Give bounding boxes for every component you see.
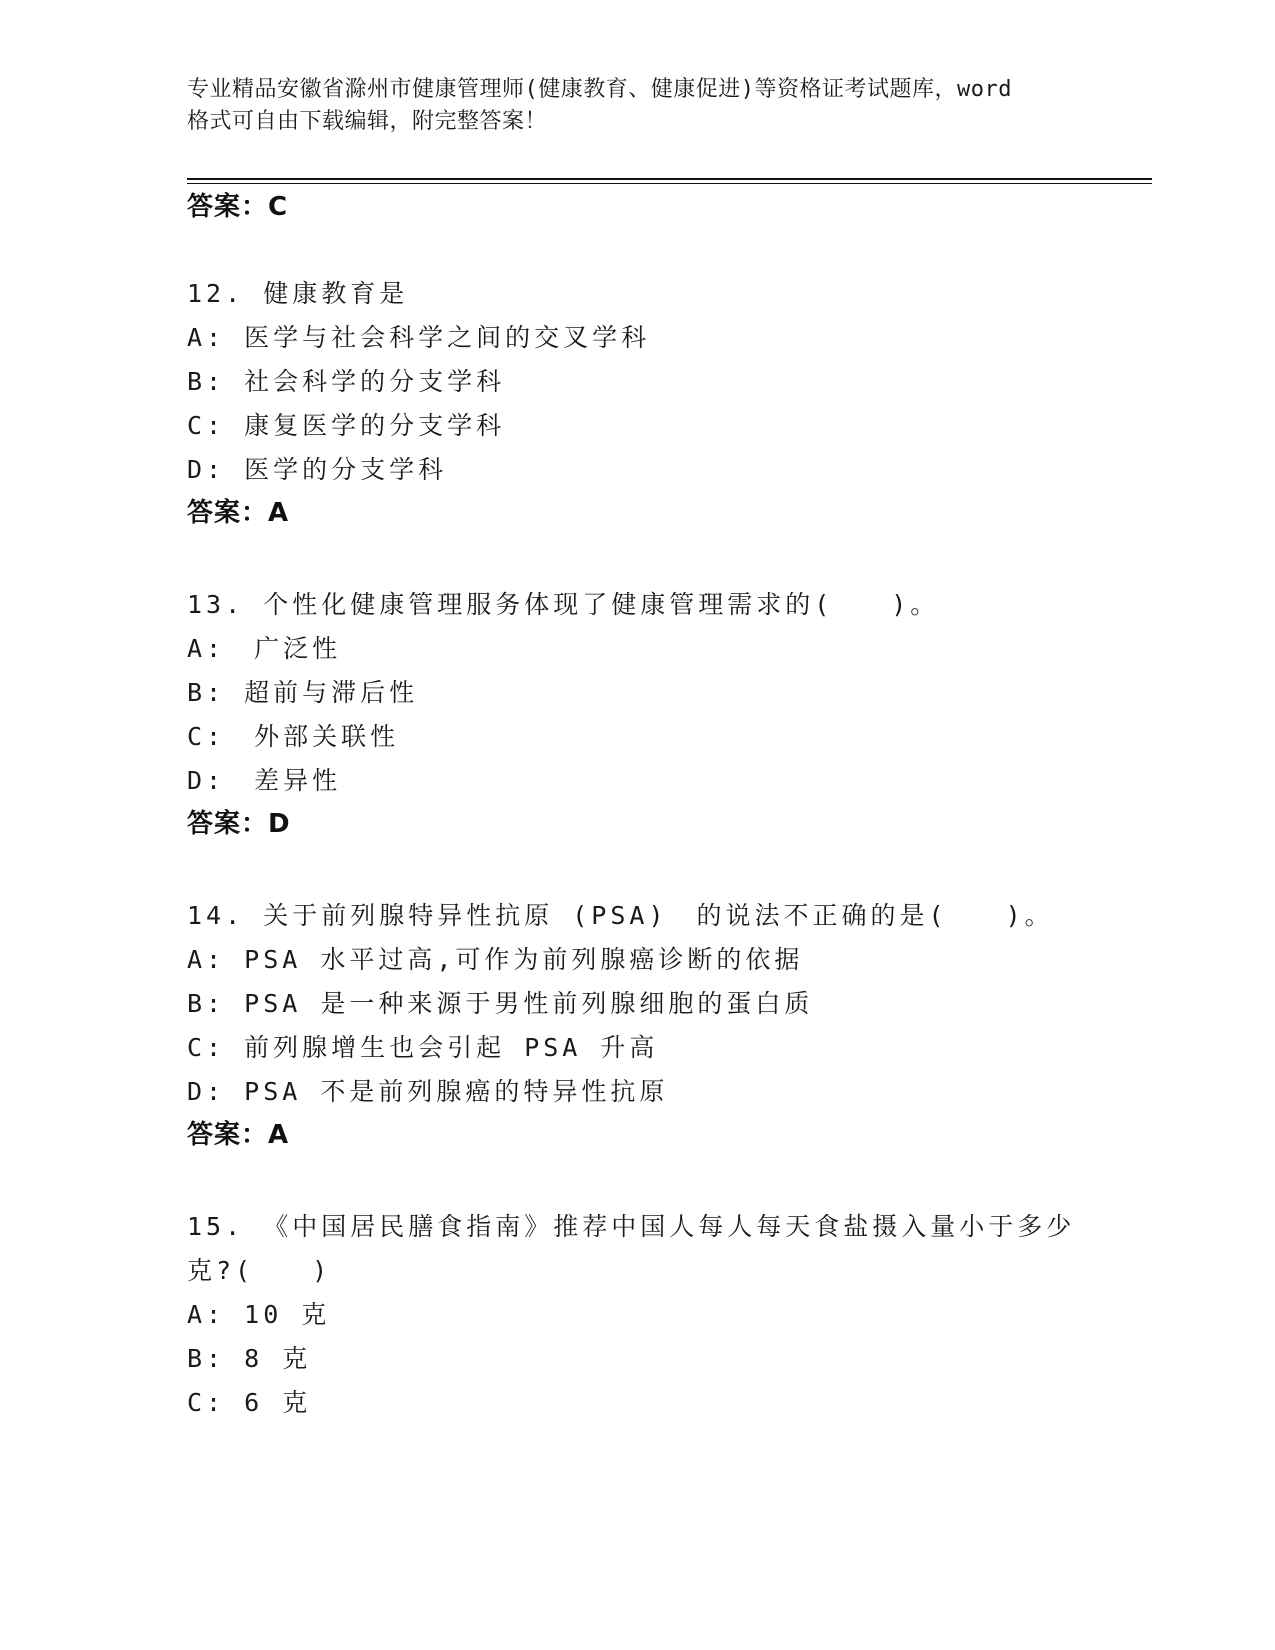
option-b: B: 8 克 — [187, 1344, 312, 1373]
question-stem: 12. 健康教育是 — [187, 279, 409, 308]
question-stem-line-1: 15. 《中国居民膳食指南》推荐中国人每人每天食盐摄入量小于多少 — [187, 1212, 1076, 1241]
option-b: B: PSA 是一种来源于男性前列腺细胞的蛋白质 — [187, 989, 814, 1018]
option-b: B: 社会科学的分支学科 — [187, 367, 506, 396]
question-stem: 13. 个性化健康管理服务体现了健康管理需求的( )。 — [187, 590, 940, 619]
option-b: B: 超前与滞后性 — [187, 678, 419, 707]
header-line-2: 格式可自由下载编辑，附完整答案！ — [187, 109, 548, 134]
option-a: A: 10 克 — [187, 1300, 331, 1329]
answer-label: 答案：A — [187, 1120, 290, 1150]
answer-label: 答案：C — [187, 192, 289, 222]
option-a: A: PSA 水平过高,可作为前列腺癌诊断的依据 — [187, 945, 804, 974]
option-d: D: 差异性 — [187, 766, 342, 795]
option-c: C: 康复医学的分支学科 — [187, 411, 506, 440]
header-divider-thin — [187, 183, 1152, 184]
option-d: D: 医学的分支学科 — [187, 455, 448, 484]
option-d: D: PSA 不是前列腺癌的特异性抗原 — [187, 1077, 669, 1106]
header-divider-thick — [187, 178, 1152, 180]
option-c: C: 外部关联性 — [187, 722, 400, 751]
answer-label: 答案：D — [187, 809, 291, 839]
option-c: C: 前列腺增生也会引起 PSA 升高 — [187, 1033, 659, 1062]
option-c: C: 6 克 — [187, 1388, 312, 1417]
question-stem-line-2: 克?( ) — [187, 1256, 332, 1285]
option-a: A: 医学与社会科学之间的交叉学科 — [187, 323, 651, 352]
page-header — [187, 74, 1097, 138]
answer-label: 答案：A — [187, 498, 290, 528]
option-a: A: 广泛性 — [187, 634, 342, 663]
question-stem: 14. 关于前列腺特异性抗原 (PSA) 的说法不正确的是( )。 — [187, 901, 1054, 930]
header-line-1: 专业精品安徽省滁州市健康管理师(健康教育、健康促进)等资格证考试题库，word — [187, 77, 1012, 102]
